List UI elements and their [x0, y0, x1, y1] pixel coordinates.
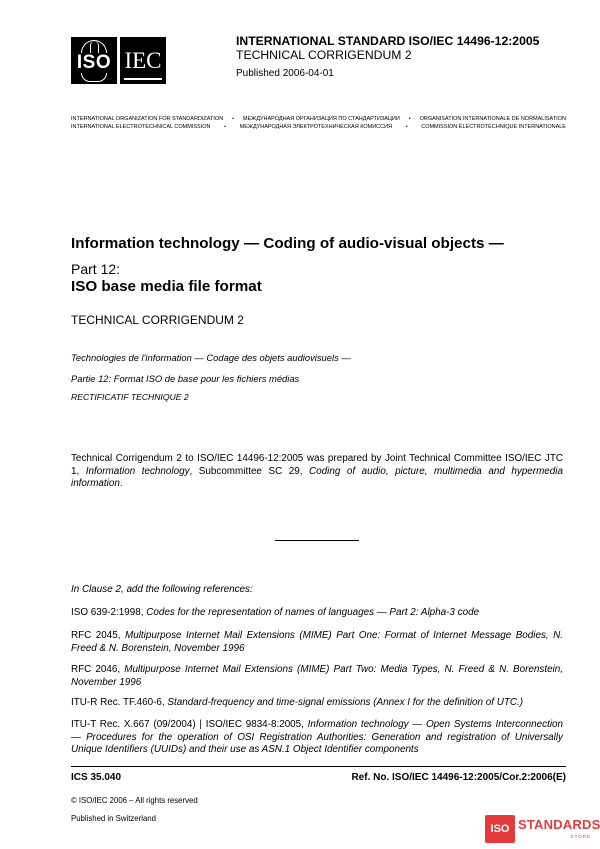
iso-logo: [71, 37, 117, 84]
stamp-iso: ISO: [485, 815, 515, 843]
iec-logo: [120, 37, 166, 84]
reference-item: [71, 719, 563, 757]
org-separator: •: [224, 124, 227, 130]
copyright: © ISO/IEC 2006 – All rights reserved: [71, 796, 198, 805]
published-in: Published in Switzerland: [71, 814, 156, 823]
intro-text-2: , Subcommittee SC 29,: [189, 465, 310, 477]
ref-title: Information technology — Open Systems Interconnection — Procedures for the operation of OSI Registration Authorities: Generation and registration of Universally Unique Identifiers (UUIDs) and their use as ASN.1 Object Identifier components: [71, 719, 563, 756]
org-separator: •: [408, 116, 411, 122]
ref-prefix: ISO 639-2:1998,: [71, 607, 147, 618]
org-iec-en: INTERNATIONAL ELECTROTECHNICAL COMMISSION: [71, 124, 211, 130]
org-separator: •: [405, 124, 408, 130]
document-title: Information technology — Coding of audio-visual objects —: [71, 235, 504, 252]
clause-instruction: [71, 584, 563, 597]
intro-text-3: .: [119, 478, 123, 490]
org-iso-ru: МЕЖДУНАРОДНАЯ ОРГАНИЗАЦИЯ ПО СТАНДАРТИЗАЦИИ: [242, 116, 400, 122]
intro-paragraph: [71, 453, 563, 491]
clause-instruction-text: In Clause 2, add the following references:: [71, 584, 253, 595]
org-line-2: [71, 124, 566, 131]
iec-logo-bar: [124, 78, 162, 80]
org-iso-fr: ORGANISATION INTERNATIONALE DE NORMALISATION: [419, 116, 566, 122]
reference-item: [71, 664, 563, 689]
ref-title: Multipurpose Internet Mail Extensions (MIME) Part One: Format of Internet Message Bodies, N. Freed & N. Borenstein, November 1996: [71, 630, 563, 654]
french-corrigendum: RECTIFICATIF TECHNIQUE 2: [71, 392, 189, 402]
ref-title: Standard-frequency and time-signal emissions (Annex I for the definition of UTC.): [167, 697, 524, 708]
org-iec-fr: COMMISSION ÉLECTROTECHNIQUE INTERNATIONALE: [421, 124, 566, 130]
stamp-standards: STANDARDS: [518, 817, 600, 832]
part-title: ISO base media file format: [71, 278, 262, 295]
ics-code: ICS 35.040: [71, 772, 122, 783]
french-part: Partie 12: Format ISO de base pour les fichiers médias: [71, 373, 300, 384]
ref-title: Multipurpose Internet Mail Extensions (MIME) Part Two: Media Types, N. Freed & N. Borenstein, November 1996: [71, 664, 563, 688]
intro-italic-1: Information technology: [85, 465, 190, 477]
reference-item: [71, 697, 563, 710]
iso-standards-store-stamp: [485, 815, 600, 845]
ref-prefix: RFC 2045,: [71, 630, 125, 641]
intro-italic-2: Coding of audio, picture, multimedia and hypermedia information: [71, 465, 563, 490]
ref-prefix: ITU-T Rec. X.667 (09/2004) | ISO/IEC 9834-8:2005,: [71, 719, 308, 730]
ref-prefix: RFC 2046,: [71, 664, 125, 675]
globe-bottom-icon: [81, 73, 107, 82]
stamp-store: STORE: [570, 834, 591, 839]
iec-logo-text: IEC: [124, 48, 162, 73]
separator-line: [275, 540, 359, 541]
reference-item: [71, 630, 563, 655]
footer-rule: [71, 766, 566, 767]
published-date: Published 2006-04-01: [236, 68, 334, 79]
corrigendum-label: TECHNICAL CORRIGENDUM 2: [71, 313, 244, 327]
reference-item: [71, 607, 563, 620]
org-iec-ru: МЕЖДУНАРОДНАЯ ЭЛЕКТРОТЕХНИЧЕСКАЯ КОМИССИЯ: [239, 124, 393, 130]
org-separator: •: [232, 116, 234, 122]
iso-logo-text: ISO: [76, 52, 112, 73]
org-line-1: [71, 116, 566, 123]
intro-text-1: Technical Corrigendum 2 to ISO/IEC 14496-12:2005 was prepared by Joint Technical Committee ISO/IEC JTC 1,: [71, 453, 563, 477]
standard-title: INTERNATIONAL STANDARD ISO/IEC 14496-12:2005: [236, 34, 540, 48]
standard-subtitle: TECHNICAL CORRIGENDUM 2: [236, 48, 412, 62]
part-number: Part 12:: [71, 261, 121, 277]
ref-prefix: ITU-R Rec. TF.460-6,: [71, 697, 168, 708]
org-iso-en: INTERNATIONAL ORGANIZATION FOR STANDARDIZATION: [71, 116, 224, 122]
reference-number: Ref. No. ISO/IEC 14496-12:2005/Cor.2:2006(E): [351, 772, 566, 783]
french-title: Technologies de l'information — Codage des objets audiovisuels —: [71, 352, 351, 363]
ref-title: Codes for the representation of names of languages — Part 2: Alpha-3 code: [146, 607, 480, 618]
